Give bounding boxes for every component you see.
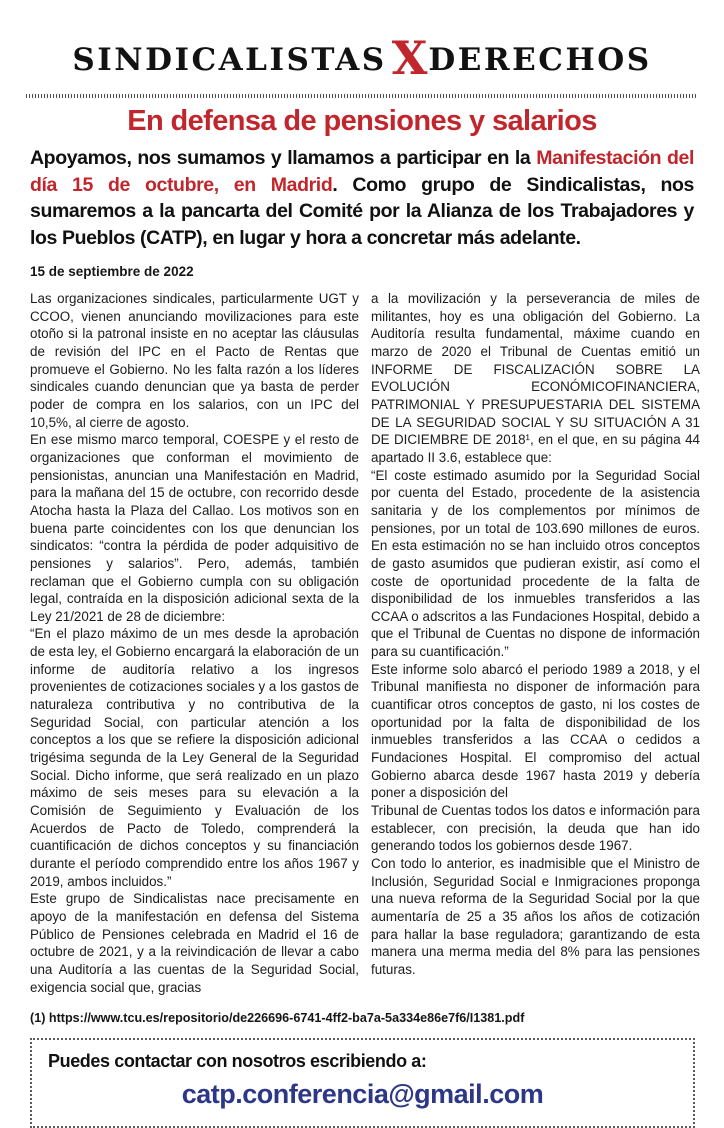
contact-label: Puedes contactar con nosotros escribiendo a: [48,1051,427,1072]
intro-paragraph [30,145,694,251]
intro-text-start: Apoyamos, nos sumamos y llamamos a participar en la [30,147,537,169]
article-paragraph: Las organizaciones sindicales, particularmente UGT y CCOO, vienen anunciando movilizaciones para este otoño si la patronal insiste en no aceptar las cláusulas de revisión del IPC en el Pacto de Rentas que promueve el Gobierno. No les falta razón a los líderes sindicales cuando denuncian que ya basta de perder poder de compra en los salarios, con un IPC del 10,5%, al cierre de agosto. [30,291,359,430]
right-column [371,290,700,996]
article-paragraph: a la movilización y la perseverancia de miles de militantes, hoy es una obligación del Gobierno. La Auditoría resulta fundamental, máxime cuando en marzo de 2020 el Tribunal de Cuentas emitió un INFORME DE FISCALIZACIÓN SOBRE LA EVOLUCIÓN ECONÓMICOFINANCIERA, PATRIMONIAL Y PRESUPUESTARIA DEL SISTEMA DE LA SEGURIDAD SOCIAL Y SU SITUACIÓN A 31 DE DICIEMBRE DE 2018¹, en el que, en su página 44 apartado II 3.6, establece que: [371,291,700,465]
article-paragraph: “En el plazo máximo de un mes desde la aprobación de esta ley, el Gobierno encargará la elaboración de un informe de auditoría relativo a los ingresos provenientes de cotizaciones sociales y a los gastos de naturaleza contributiva y no contributiva de la Seguridad Social, con particular atención a los conceptos a los que se refiere la disposición adicional trigésima segunda de la Ley General de la Seguridad Social. Dicho informe, que será realizado en un plazo máximo de seis meses para su elevación a la Comisión de Seguimiento y Evaluación de los Acuerdos de Pacto de Toledo, comprenderá la cuantificación de dichos conceptos y su financiación durante el período comprendido entre los años 1967 y 2019, ambos incluidos.” [30,626,360,889]
logo-x-icon: X [391,31,428,85]
logo-word-sindicalistas: SINDICALISTAS [72,42,387,78]
article-paragraph: Tribunal de Cuentas todos los datos e información para establecer, con precisión, la deuda que han ido generando todos los gobiernos desde 1967. [371,803,700,854]
article-paragraph: Este grupo de Sindicalistas nace precisamente en apoyo de la manifestación en defensa del Sistema Público de Pensiones celebrada en Madrid el 16 de octubre de 2021, y a la reivindicación de llevar a cabo una Auditoría a las cuentas de la Seguridad Social, exigencia social que, gracias [30,891,359,995]
contact-email-link[interactable]: catp.conferencia@gmail.com [181,1079,544,1110]
logo-word-derechos: DERECHOS [428,42,652,78]
page-title: En defensa de pensiones y salarios [127,105,597,137]
dotted-divider [26,94,698,98]
intro-highlight: Manifestación del día 15 de octubre, en Madrid [30,147,694,196]
article-paragraph: “El coste estimado asumido por la Seguridad Social por cuenta del Estado, procedente de la asistencia sanitaria y de los complementos por mínimos de pensiones, por un total de 103.690 millones de euros. En esta estimación no se han incluido otros conceptos de gasto asumidos que pudieran existir, así como el coste de oportunidad procedente de la falta de disponibilidad de los inmuebles transferidos a las CCAA o adscritos a las Fundaciones Hospital, debido a que el Tribunal de Cuentas no dispone de información para su cuantificación.” [371,467,700,660]
left-column [30,290,359,996]
article-paragraph: Este informe solo abarcó el periodo 1989 a 2018, y el Tribunal manifiesta no disponer de información para cuantificar otros conceptos de gasto, ni los costes de oportunidad por la falta de disponibilidad de los inmuebles transferidos a las CCAA o cedidos a Fundaciones Hospital. El compromiso del actual Gobierno abarca desde 1967 hasta 2019 y debería poner a disposición del [371,661,700,801]
contact-box [30,1038,695,1128]
footnote-url-link[interactable]: (1) https://www.tcu.es/repositorio/de226696-6741-4ff2-ba7a-5a334e86e7f6/I1381.pdf [30,1011,525,1026]
masthead-logo [0,31,724,89]
article-paragraph: En ese mismo marco temporal, COESPE y el resto de organizaciones que conforman el movimiento de pensionistas, anuncian una Manifestación en Madrid, para la mañana del 15 de octubre, con recorrido desde Atocha hasta la Plaza del Callao. Los motivos son en buena parte coincidentes con los que denuncian los sindicatos: “contra la pérdida de poder adquisitivo de pensiones y salarios”. Pero, además, también reclaman que el Gobierno cumpla con su obligación legal, contraída en la disposición adicional sexta de la Ley 21/2021 de 28 de diciembre: [30,432,359,624]
intro-text-end: . Como grupo de Sindicalistas, nos sumaremos a la pancarta del Comité por la Alianza de los Trabajadores y los Pueblos (CATP), en lugar y hora a concretar más adelante. [30,173,694,249]
date-label: 15 de septiembre de 2022 [30,264,194,279]
article-body [30,290,700,996]
article-paragraph: Con todo lo anterior, es inadmisible que el Ministro de Inclusión, Seguridad Social e Inmigraciones proponga una nueva reforma de la Seguridad Social por la que aumentaría de 25 a 35 años los años de cotización para hallar la base reguladora; garantizando de esta manera una merma media del 8% para las pensiones futuras. [371,856,700,977]
